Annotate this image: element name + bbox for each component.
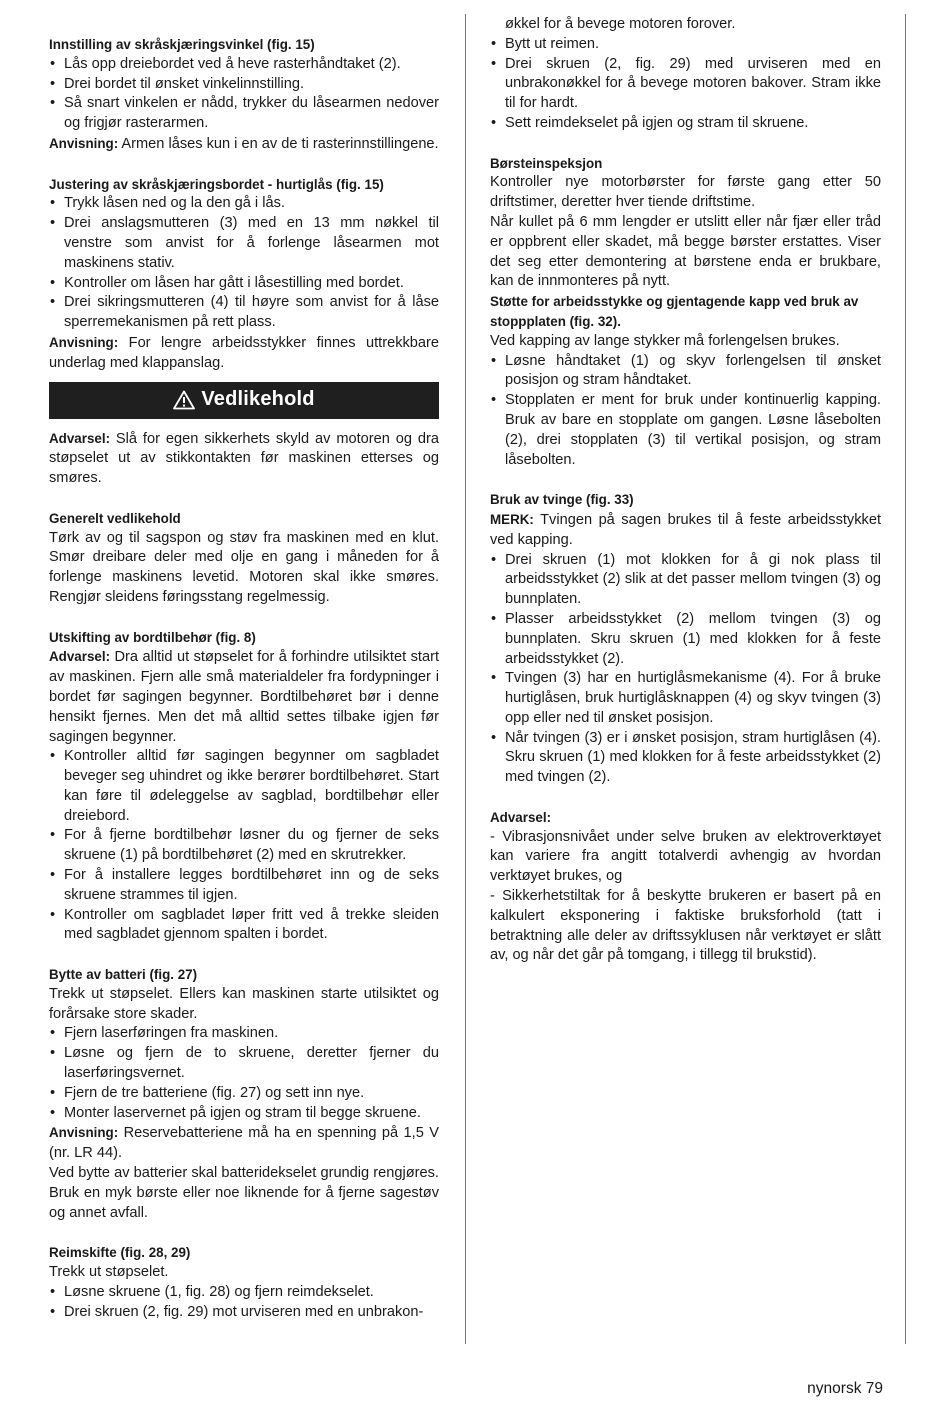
list-item: • Drei sikringsmutteren (4) til høyre som anvist for å låse sperremekanismen på rett plass. bbox=[49, 293, 439, 333]
warning-paragraph bbox=[49, 429, 439, 489]
list-item: • Løsne og fjern de to skruene, deretter fjerner du laserføringsvernet. bbox=[49, 1044, 439, 1084]
list-skraskjaering bbox=[49, 55, 439, 134]
note-text: Armen låses kun i en av de ti rasterinnstillingene. bbox=[118, 135, 439, 152]
section-title-tvinge: Bruk av tvinge (fig. 33) bbox=[490, 492, 634, 508]
right-margin-rule bbox=[905, 14, 906, 1344]
list-item: • Løsne håndtaket (1) og skyv forlengelsen til ønsket posisjon og stram håndtaket. bbox=[490, 352, 881, 392]
paragraph: Tørk av og til sagspon og støv fra maskinen med en klut. Smør dreibare deler med olje en gang i måneden for å forlenge maskinens levetid. Motoren skal ikke smøres. Rengjør sleidens føringsstang regelmessig. bbox=[49, 529, 439, 605]
note-paragraph bbox=[490, 510, 881, 551]
list-item: • Plasser arbeidsstykket (2) mellom tvingen (3) og bunnplaten. Skru skruen (1) med klokken for å feste arbeidsstykket (2). bbox=[490, 610, 881, 669]
left-column bbox=[49, 35, 439, 1322]
paragraph: Når kullet på 6 mm lengder er utslitt eller når fjær eller tråd er oppbrent eller skadet, må begge børster erstattes. Viser det seg etter demontering at børstene enda er brukbare, kan de innmonteres på nytt. bbox=[490, 213, 881, 290]
list-tvinge bbox=[490, 551, 881, 789]
note-paragraph bbox=[49, 1123, 439, 1164]
warning-paragraph bbox=[49, 647, 439, 747]
list-item: • Når tvingen (3) er i ønsket posisjon, stram hurtiglåsen (4). Skru skruen (1) med klokken for å feste arbeidsstykket (2) med tvingen (2). bbox=[490, 729, 881, 788]
list-bordtilbehor bbox=[49, 747, 439, 945]
section-title-skraskjaering: Innstilling av skråskjæringsvinkel (fig. 15) bbox=[49, 37, 315, 52]
warning-label: Advarsel: bbox=[49, 430, 111, 446]
list-item: • Løsne skruene (1, fig. 28) og fjern reimdekselet. bbox=[49, 1283, 439, 1303]
section-title-generelt: Generelt vedlikehold bbox=[49, 510, 181, 526]
note-label: MERK: bbox=[490, 511, 534, 527]
list-hurtiglas bbox=[49, 194, 439, 333]
list-item: • For å installere legges bordtilbehøret inn og de seks skruene strammes til igjen. bbox=[49, 866, 439, 906]
paragraph: Kontroller nye motorbørster for første gang etter 50 driftstimer, deretter hver tiende driftstime. bbox=[490, 174, 881, 211]
paragraph: - Sikkerhetstiltak for å beskytte brukeren er basert på en kalkulert eksponering i faktiske bruksforhold (tatt i betraktning alle deler av driftssyklusen når verktøyet er slått av, og når det går på tomgang, i tillegg til brukstid). bbox=[490, 888, 881, 964]
section-title-batteri: Bytte av batteri (fig. 27) bbox=[49, 967, 198, 983]
list-item: • Drei bordet til ønsket vinkelinnstilling. bbox=[49, 75, 439, 95]
section-title-reimskifte: Reimskifte (fig. 28, 29) bbox=[49, 1245, 191, 1261]
list-item: • Så snart vinkelen er nådd, trykker du låsearmen nedover og frigjør rasterarmen. bbox=[49, 94, 439, 134]
banner-title: Vedlikehold bbox=[201, 388, 315, 411]
note-label: Anvisning: bbox=[49, 334, 119, 350]
list-item: • Drei anslagsmutteren (3) med en 13 mm nøkkel til venstre som anvist for å forlenge låsearmen mot maskinens stativ. bbox=[49, 214, 439, 273]
section-title-hurtiglas: Justering av skråskjæringsbordet - hurtiglås (fig. 15) bbox=[49, 176, 384, 192]
list-item: • Kontroller om låsen har gått i låsestilling med bordet. bbox=[49, 274, 439, 294]
note-text: Reservebatteriene må ha en spenning på 1,5 V (nr. LR 44). bbox=[49, 1125, 439, 1162]
continued-text: økkel for å bevege motoren forover. bbox=[505, 16, 736, 32]
list-item: • Bytt ut reimen. bbox=[490, 35, 881, 55]
warning-label: Advarsel: bbox=[49, 649, 111, 665]
note-label: Anvisning: bbox=[49, 135, 119, 151]
list-item: • Kontroller om sagbladet løper fritt ved å trekke sleiden med sagbladet gjennom spalten i bordet. bbox=[49, 906, 439, 946]
list-item: • Tvingen (3) har en hurtiglåsmekanisme (4). For å bruke hurtiglåsen, bruk hurtiglåsknappen (4) og skyv tvingen (3) opp eller ned til ønsket posisjon. bbox=[490, 669, 881, 728]
list-item: • Lås opp dreiebordet ved å heve rasterhåndtaket (2). bbox=[49, 55, 439, 75]
warning-text: Slå for egen sikkerhets skyld av motoren og dra støpselet ut av stikkontakten før maskinen etterses og smøres. bbox=[49, 430, 439, 487]
section-banner-vedlikehold bbox=[49, 382, 439, 419]
list-item: • Kontroller alltid før sagingen begynner om sagbladet beveger seg uhindret og ikke berører bordtilbehøret. Start kan føre til ødeleggelse av sagblad, bordtilbehør eller dreiebord. bbox=[49, 747, 439, 826]
section-title-borsteinspeksjon: Børsteinspeksjon bbox=[490, 155, 603, 171]
paragraph: Ved kapping av lange stykker må forlengelsen brukes. bbox=[490, 332, 840, 349]
section-title-bordtilbehor: Utskifting av bordtilbehør (fig. 8) bbox=[49, 629, 256, 645]
paragraph: Ved bytte av batterier skal batteridekselet grundig rengjøres. Bruk en myk børste eller noe liknende for å fjerne sagestøv og annet avfall. bbox=[49, 1165, 439, 1221]
page-number: nynorsk 79 bbox=[807, 1380, 883, 1397]
section-title-advarsel: Advarsel: bbox=[490, 809, 552, 825]
list-reimskifte bbox=[49, 1283, 439, 1323]
paragraph: Trekk ut støpselet. bbox=[49, 1264, 169, 1281]
list-item: • Monter laservernet på igjen og stram til begge skruene. bbox=[49, 1104, 439, 1124]
list-stoppplate bbox=[490, 352, 881, 471]
warning-text: Dra alltid ut støpselet for å forhindre utilsiktet start av maskinen. Fjern alle små materialdeler fra fordypninger i bordet før sagingen begynner. Bordtilbehøret bør i denne hensikt fjernes. Men det må alltid settes tilbake igjen før sagingen begynner. bbox=[49, 649, 439, 745]
list-item: • Sett reimdekselet på igjen og stram til skruene. bbox=[490, 114, 881, 134]
list-item: • Drei skruen (2, fig. 29) med urviseren med en unbrakonøkkel for å bevege motoren bakover. Stram ikke til for hardt. bbox=[490, 55, 881, 114]
list-item: • Fjern de tre batteriene (fig. 27) og sett inn nye. bbox=[49, 1084, 439, 1104]
list-batteri bbox=[49, 1024, 439, 1123]
note-paragraph bbox=[49, 333, 439, 374]
paragraph: Trekk ut støpselet. Ellers kan maskinen starte utilsiktet og forårsake store skader. bbox=[49, 985, 439, 1022]
note-text: For lengre arbeidsstykker finnes uttrekkbare underlag med klappanslag. bbox=[49, 334, 439, 371]
note-paragraph bbox=[49, 134, 439, 155]
paragraph: - Vibrasjonsnivået under selve bruken av elektroverktøyet kan variere fra angitt totalverdi avhengig av hvordan verktøyet brukes, og bbox=[490, 828, 881, 885]
note-label: Anvisning: bbox=[49, 1125, 119, 1141]
warning-triangle-icon bbox=[173, 390, 195, 410]
right-column bbox=[490, 15, 881, 966]
list-item: • Drei skruen (1) mot klokken for å gi nok plass til arbeidsstykket (2) slik at det passer mellom tvingen (3) og bunnplaten. bbox=[490, 551, 881, 610]
list-item: • Drei skruen (2, fig. 29) mot urviseren med en unbrakon- bbox=[49, 1303, 439, 1323]
note-text: Tvingen på sagen brukes til å feste arbeidsstykket ved kapping. bbox=[490, 511, 881, 548]
list-item: • Trykk låsen ned og la den gå i lås. bbox=[49, 194, 439, 214]
column-divider bbox=[465, 14, 466, 1344]
list-item: • For å fjerne bordtilbehør løsner du og fjerner de seks skruene (1) på bordtilbehøret (2) med en skrutrekker. bbox=[49, 826, 439, 866]
list-item: • Fjern laserføringen fra maskinen. bbox=[49, 1024, 439, 1044]
section-title-stoppplate: Støtte for arbeidsstykke og gjentagende kapp ved bruk av stoppplaten (fig. 32). bbox=[490, 294, 859, 329]
list-reimskifte-cont bbox=[490, 35, 881, 134]
list-item: • Stopplaten er ment for bruk under kontinuerlig kapping. Bruk av bare en stopplate om gangen. Løsne låsebolten (2), drei stopplaten (3) til vertikal posisjon, og stram låsebolten. bbox=[490, 391, 881, 470]
